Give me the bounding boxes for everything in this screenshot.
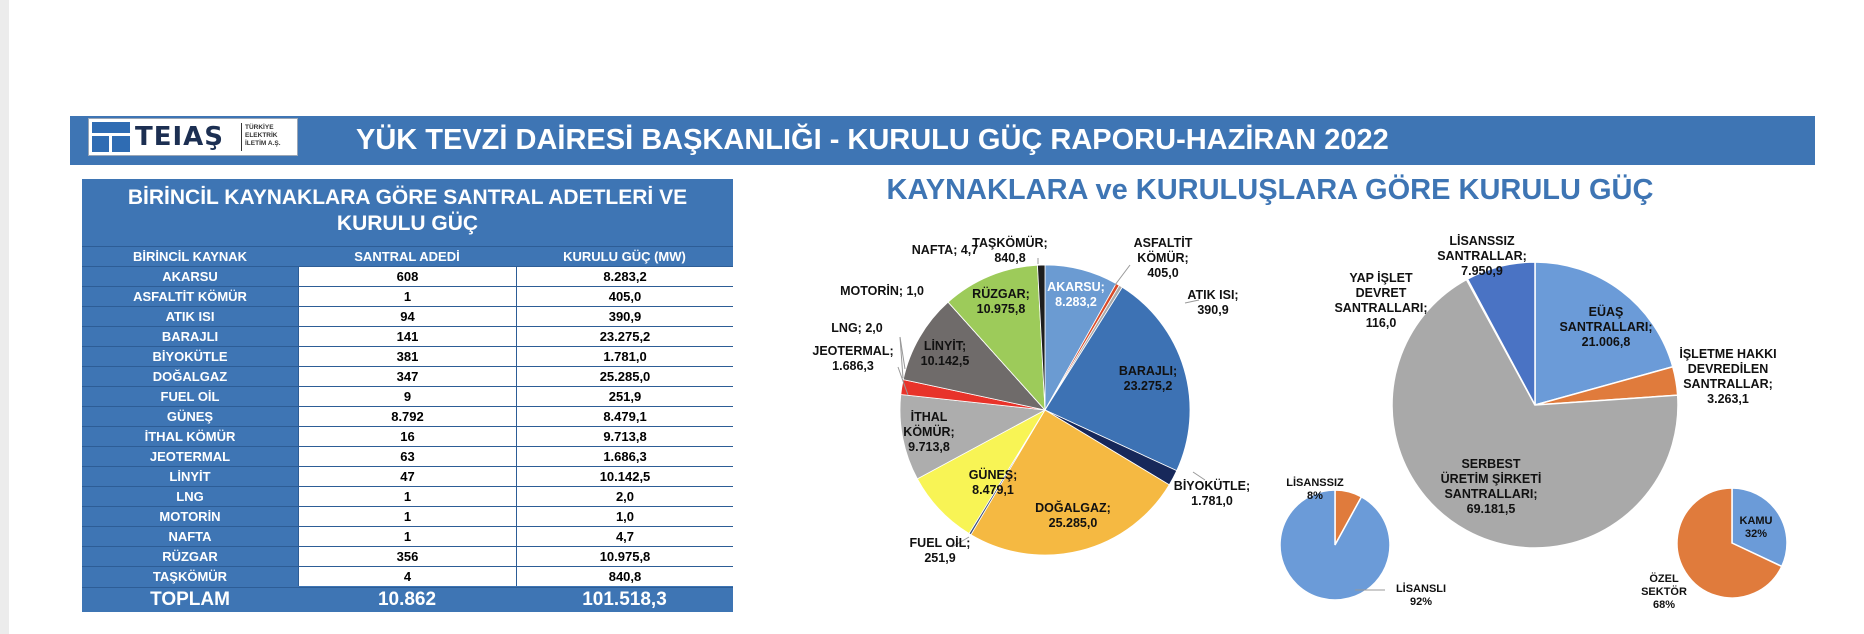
slice-label-line: GÜNEŞ;: [968, 468, 1018, 482]
slice-label-line: LNG; 2,0: [831, 321, 883, 335]
slice-label-line: 8.283,2: [1055, 295, 1097, 309]
source-cell: JEOTERMAL: [82, 447, 298, 466]
source-cell: ASFALTİT KÖMÜR: [82, 287, 298, 306]
source-cell: İTHAL KÖMÜR: [82, 427, 298, 446]
power-cell: 4,7: [516, 527, 733, 546]
count-cell: 1: [298, 487, 516, 506]
count-cell: 381: [298, 347, 516, 366]
power-cell: 1,0: [516, 507, 733, 526]
power-cell: 2,0: [516, 487, 733, 506]
slice-label-line: JEOTERMAL;: [812, 344, 894, 358]
slice-label-line: 840,8: [994, 251, 1026, 265]
source-cell: TAŞKÖMÜR: [82, 567, 298, 586]
report-title: YÜK TEVZİ DAİRESİ BAŞKANLIĞI - KURULU GÜÇ RAPORU-HAZİRAN 2022: [356, 124, 1389, 156]
slice-label-line: LİSANSLI: [1395, 583, 1447, 595]
pie-chart-4: [1641, 488, 1787, 611]
slice-label-line: 69.181,5: [1466, 502, 1516, 516]
total-power: 101.518,3: [582, 589, 667, 610]
source-cell: BARAJLI: [82, 327, 298, 346]
source-cell: NAFTA: [82, 527, 298, 546]
column-header-power: KURULU GÜÇ (MW): [563, 249, 686, 264]
slice-label-line: SANTRALLARI;: [1559, 320, 1653, 334]
slice-label: [1119, 364, 1177, 393]
count-cell: 47: [298, 467, 516, 486]
slice-label-line: 1.781,0: [1191, 494, 1233, 508]
slice-label-line: MOTORİN; 1,0: [840, 284, 924, 298]
count-cell: 94: [298, 307, 516, 326]
count-cell: 8.792: [298, 407, 516, 426]
slice-label-line: 251,9: [924, 551, 956, 565]
slice-label-line: NAFTA; 4,7: [911, 243, 979, 257]
source-cell: FUEL OİL: [82, 387, 298, 406]
count-cell: 1: [298, 507, 516, 526]
count-cell: 608: [298, 267, 516, 286]
slice-label-line: 10.142,5: [920, 354, 970, 368]
power-cell: 840,8: [516, 567, 733, 586]
slice-label-line: 68%: [1652, 599, 1676, 611]
total-label: TOPLAM: [150, 589, 230, 610]
source-cell: MOTORİN: [82, 507, 298, 526]
slice-label-line: KÖMÜR;: [1137, 251, 1189, 265]
slice-label-line: ÜRETİM ŞİRKETİ: [1440, 472, 1542, 486]
slice-label-line: 116,0: [1365, 316, 1397, 330]
slice-label-line: YAP İŞLET: [1349, 271, 1413, 285]
slice-label: [1396, 582, 1446, 608]
slice-label-line: SANTRALLARI;: [1334, 301, 1428, 315]
count-cell: 1: [298, 287, 516, 306]
slice-label: [1174, 478, 1250, 508]
column-header-count: SANTRAL ADEDİ: [354, 249, 460, 264]
slice-label-line: BARAJLI;: [1118, 364, 1178, 378]
source-cell: GÜNEŞ: [82, 407, 298, 426]
source-cell: LİNYİT: [82, 467, 298, 486]
pie-slice: [1280, 490, 1390, 600]
slice-label-line: LİSANSSIZ: [1286, 477, 1344, 489]
slice-label-line: KAMU: [1739, 515, 1773, 527]
slice-label-line: SEKTÖR: [1641, 586, 1687, 598]
power-cell: 251,9: [516, 387, 733, 406]
table-title-line2: KURULU GÜÇ: [336, 212, 479, 235]
count-cell: 9: [298, 387, 516, 406]
slice-label-line: SANTRALLAR;: [1437, 249, 1527, 263]
slice-label-line: EÜAŞ: [1588, 305, 1624, 319]
slice-label-line: 32%: [1744, 528, 1768, 540]
power-cell: 405,0: [516, 287, 733, 306]
slice-label-line: ASFALTİT: [1133, 236, 1193, 250]
source-cell: BİYOKÜTLE: [82, 347, 298, 366]
charts-title: KAYNAKLARA ve KURULUŞLARA GÖRE KURULU GÜÇ: [886, 174, 1654, 206]
slice-label: [831, 321, 882, 335]
table-title-line1: BİRİNCİL KAYNAKLARA GÖRE SANTRAL ADETLERİ VE: [127, 186, 688, 209]
leader-line: [1115, 265, 1130, 285]
slice-label-line: ATIK ISI;: [1187, 288, 1239, 302]
count-cell: 63: [298, 447, 516, 466]
slice-label-line: 21.006,8: [1581, 335, 1631, 349]
slice-label: [1334, 270, 1427, 330]
source-cell: ATIK ISI: [82, 307, 298, 326]
logo-subtitle: TÜRKİYE ELEKTRİK İLETİM A.Ş.: [245, 124, 281, 147]
column-header-source: BİRİNCİL KAYNAK: [132, 249, 248, 264]
slice-label-line: 390,9: [1197, 303, 1229, 317]
power-cell: 23.275,2: [516, 327, 733, 346]
power-cell: 10.142,5: [516, 467, 733, 486]
slice-label-line: 8%: [1307, 490, 1323, 502]
slice-label-line: İŞLETME HAKKI: [1679, 347, 1777, 361]
count-cell: 4: [298, 567, 516, 586]
slice-label-line: 405,0: [1147, 266, 1179, 280]
count-cell: 1: [298, 527, 516, 546]
power-cell: 1.686,3: [516, 447, 733, 466]
slice-label-line: DEVRET: [1355, 286, 1407, 300]
pie-chart-1: [812, 235, 1250, 565]
power-cell: 9.713,8: [516, 427, 733, 446]
source-cell: DOĞALGAZ: [82, 367, 298, 386]
slice-label-line: LİNYİT;: [923, 339, 967, 353]
slice-label-line: 25.285,0: [1048, 516, 1098, 530]
source-cell: AKARSU: [82, 267, 298, 286]
slice-label-line: AKARSU;: [1047, 280, 1105, 294]
slice-label-line: SANTRALLAR;: [1683, 377, 1773, 391]
slice-label-line: 92%: [1409, 596, 1433, 608]
slice-label-line: LİSANSSIZ: [1449, 234, 1515, 248]
pie-chart-3: [1280, 476, 1446, 608]
slice-label: [1679, 346, 1776, 406]
slice-label-line: SERBEST: [1461, 457, 1521, 471]
slice-label-line: 1.686,3: [832, 359, 874, 373]
slice-label-line: FUEL OİL;: [909, 536, 971, 550]
slice-label: [1187, 288, 1238, 317]
slice-label-line: 10.975,8: [976, 302, 1026, 316]
slice-label: [1641, 572, 1687, 611]
slice-label-line: TAŞKÖMÜR;: [972, 236, 1048, 250]
power-cell: 25.285,0: [516, 367, 733, 386]
count-cell: 356: [298, 547, 516, 566]
count-cell: 141: [298, 327, 516, 346]
slice-label-line: 23.275,2: [1123, 379, 1173, 393]
slice-label: [912, 243, 978, 257]
slice-label: [903, 409, 954, 454]
slice-label: [972, 235, 1047, 265]
power-cell: 10.975,8: [516, 547, 733, 566]
leader-line: [900, 337, 903, 378]
slice-label-line: 3.263,1: [1707, 392, 1749, 406]
power-cell: 1.781,0: [516, 347, 733, 366]
power-cell: 390,9: [516, 307, 733, 326]
slice-label: [910, 535, 971, 565]
slice-label-line: 9.713,8: [908, 440, 950, 454]
logo-text: TEIAŞ: [135, 122, 225, 152]
slice-label-line: ÖZEL: [1649, 573, 1679, 585]
source-cell: LNG: [82, 487, 298, 506]
power-cell: 8.479,1: [516, 407, 733, 426]
slice-label: [840, 283, 924, 298]
slice-label-line: RÜZGAR;: [972, 287, 1030, 301]
count-cell: 16: [298, 427, 516, 446]
slice-label: [1047, 280, 1105, 309]
slice-label-line: 8.479,1: [972, 483, 1014, 497]
total-count: 10.862: [377, 589, 437, 610]
slice-label-line: DEVREDİLEN: [1687, 362, 1769, 376]
count-cell: 347: [298, 367, 516, 386]
slice-label: [812, 344, 893, 373]
slice-label-line: KÖMÜR;: [903, 425, 955, 439]
slice-label-line: İTHAL: [910, 410, 948, 424]
slice-label-line: DOĞALGAZ;: [1035, 501, 1111, 515]
slice-label-line: 7.950,9: [1461, 264, 1503, 278]
slice-label-line: SANTRALLARI;: [1444, 487, 1538, 501]
source-cell: RÜZGAR: [82, 547, 298, 566]
power-cell: 8.283,2: [516, 267, 733, 286]
slice-label-line: BİYOKÜTLE;: [1173, 479, 1251, 493]
slice-label: [1134, 235, 1193, 280]
